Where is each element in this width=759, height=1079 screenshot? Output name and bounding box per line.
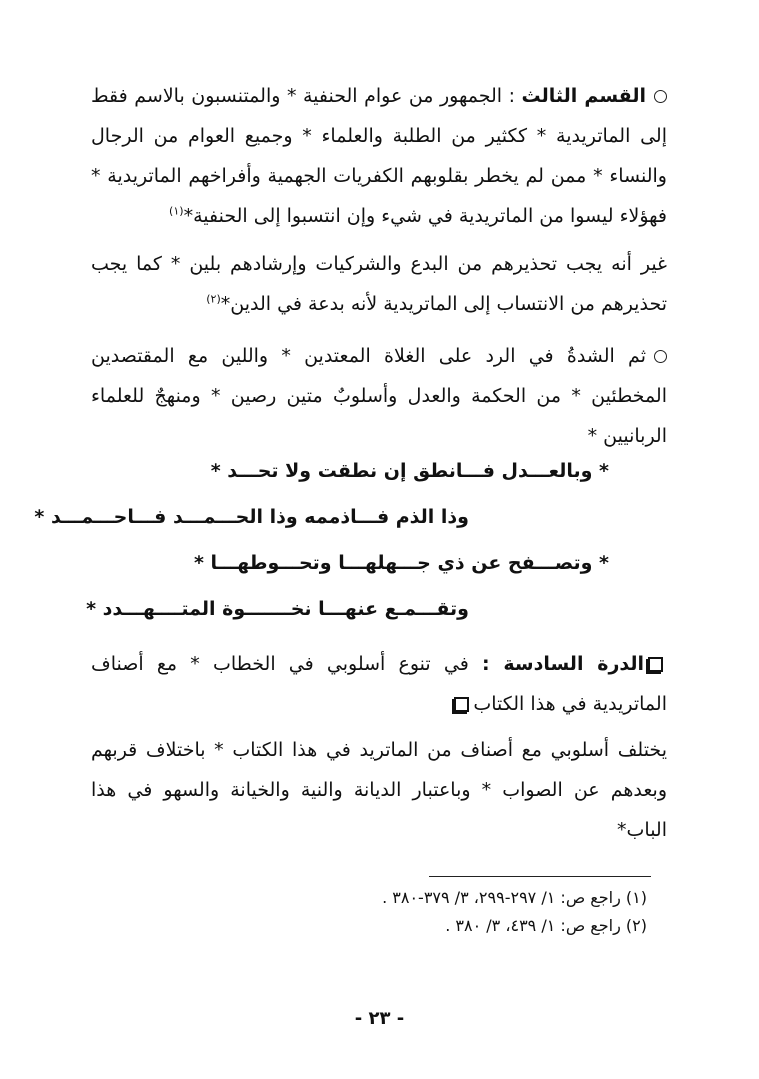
page-number: - ٢٣ -: [354, 1008, 405, 1029]
paragraph-text: : الجمهور من عوام الحنفية * والمتنسبون بالاسم فقط إلى الماتريدية * ككثير من الطلبة والعلماء * وجميع العوام من الرجال والنساء * ممن لم يخطر بقلوبهم الكفريات الجهمية وأفراخهم الماتريدية * فهؤلاء ليسوا من الماتريدية في شيء وإن انتسبوا إلى الحنفية*: [91, 85, 667, 227]
paragraph-style: [91, 730, 667, 850]
footnote-divider: [429, 876, 651, 877]
footnote-2: (٢) راجع ص: ١/ ٤٣٩، ٣/ ٣٨٠ .: [445, 916, 647, 935]
paragraph-text: في تنوع أسلوبي في الخطاب * مع أصناف الماتريدية في هذا الكتاب: [91, 653, 667, 715]
poem-line-2: وذا الذم فـــاذممه وذا الحـــمـــد فـــاحـــمـــد *: [34, 506, 469, 528]
poem-line-4: وتقـــمـع عنهـــا نخـــــــوة المتــــهـــدد *: [86, 598, 469, 620]
section-heading: القسم الثالث: [521, 85, 646, 107]
paragraph-wisdom: [91, 336, 667, 456]
paragraph-text: غير أنه يجب تحذيرهم من البدع والشركيات وإرشادهم بلين * كما يجب تحذيرهم من الانتساب إلى الماتريدية لأنه بدعة في الدين*: [91, 253, 667, 315]
poem-line-1: * وبالعـــدل فـــانطق إن نطقت ولا تحـــد *: [210, 460, 609, 482]
paragraph-pearl-six: [91, 644, 667, 724]
paragraph-warning: [91, 244, 667, 324]
circle-bullet-icon: [654, 350, 667, 363]
paragraph-text: يختلف أسلوبي مع أصناف من الماتريد في هذا الكتاب * باختلاف قربهم وبعدهم عن الصواب * وباعتبار الديانة والنية والخيانة والسهو في هذا الباب*: [91, 739, 667, 841]
square-end-icon: [454, 697, 469, 712]
paragraph-text: ثم الشدةُ في الرد على الغلاة المعتدين * واللين مع المقتصدين المخطئين * من الحكمة والعدل وأسلوبٌ متين رصين * ومنهجٌ للعلماء الربانيين *: [91, 345, 667, 447]
pearl-heading: الدرة السادسة :: [482, 653, 644, 675]
footnote-ref-2: (٢): [206, 292, 221, 306]
footnote-ref-1: (١): [169, 204, 184, 218]
poem-line-3: * وتصـــفح عن ذي جـــهلهـــا وتحـــوطهـــا *: [193, 552, 609, 574]
square-bullet-icon: [648, 657, 663, 672]
paragraph-section-three: [91, 76, 667, 236]
circle-bullet-icon: [654, 90, 667, 103]
footnote-1: (١) راجع ص: ١/ ٢٩٧-٢٩٩، ٣/ ٣٧٩-٣٨٠ .: [382, 888, 647, 907]
